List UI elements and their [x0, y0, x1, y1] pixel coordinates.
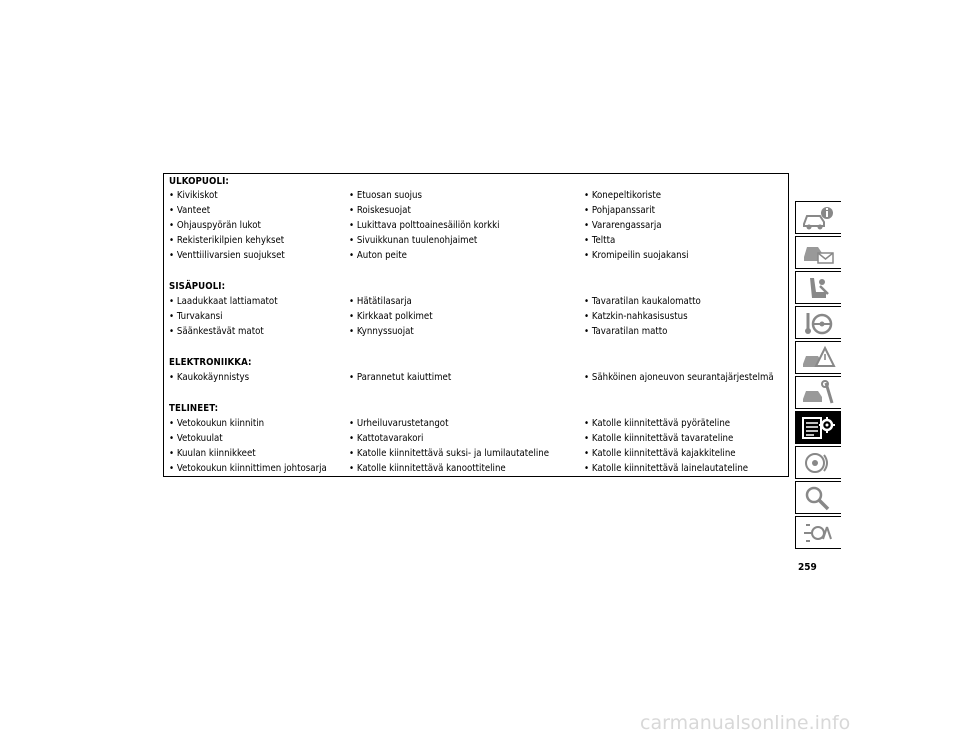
accessories-table — [163, 173, 789, 477]
list-item: • Tavaratilan kaukalomatto — [584, 296, 701, 307]
list-item: • Rekisterikilpien kehykset — [169, 235, 285, 246]
list-item: • Kirkkaat polkimet — [349, 311, 433, 322]
list-item: • Vetokoukun kiinnitin — [169, 418, 265, 429]
list-item: • Venttiilivarsien suojukset — [169, 250, 285, 261]
list-item: • Kuulan kiinnikkeet — [169, 448, 256, 459]
list-item: • Kynnyssuojat — [349, 326, 414, 337]
list-item: • Sähköinen ajoneuvon seurantajärjestelmä — [584, 372, 774, 383]
section-heading-racks: TELINEET: — [169, 403, 219, 414]
list-item: • Turvakansi — [169, 311, 223, 322]
car-warning-icon — [800, 344, 836, 372]
car-mail-icon — [800, 239, 836, 267]
section-heading-interior: SISÄPUOLI: — [169, 281, 226, 292]
section-heading-electronics: ELEKTRONIIKKA: — [169, 357, 252, 368]
list-item: • Katzkin-nahkasisustus — [584, 311, 688, 322]
tab-technical-specifications[interactable] — [795, 411, 841, 444]
seat-safety-icon — [800, 274, 836, 302]
list-item: • Katolle kiinnitettävä suksi- ja lumilautateline — [349, 448, 550, 459]
car-wrench-icon — [800, 379, 836, 407]
list-item: • Roiskesuojat — [349, 205, 411, 216]
list-item: • Sivuikkunan tuulenohjaimet — [349, 235, 478, 246]
list-item: • Ohjauspyörän lukot — [169, 220, 261, 231]
list-item: • Vanteet — [169, 205, 211, 216]
tab-starting-operating[interactable] — [795, 306, 841, 339]
tab-safety[interactable] — [795, 271, 841, 304]
tab-emergency[interactable] — [795, 341, 841, 374]
tab-service-maintenance[interactable] — [795, 376, 841, 409]
list-item: • Säänkestävät matot — [169, 326, 264, 337]
list-item: • Hätätilasarja — [349, 296, 412, 307]
list-item: • Vararengassarja — [584, 220, 662, 231]
tab-getting-to-know[interactable] — [795, 236, 841, 269]
page-number: 259 — [798, 562, 817, 573]
list-item: • Kaukokäynnistys — [169, 372, 250, 383]
language-icon — [800, 519, 836, 547]
list-item: • Kivikiskot — [169, 190, 218, 201]
list-item: • Katolle kiinnitettävä kajakkiteline — [584, 448, 736, 459]
list-item: • Katolle kiinnitettävä lainelautateline — [584, 463, 749, 474]
multimedia-icon — [800, 449, 836, 477]
specs-gear-icon — [800, 414, 836, 442]
list-item: • Kattotavarakori — [349, 433, 424, 444]
list-item: • Vetokoukun kiinnittimen johtosarja — [169, 463, 327, 474]
list-item: • Laadukkaat lattiamatot — [169, 296, 278, 307]
watermark: carmanualsonline.info — [640, 712, 851, 734]
tab-multimedia[interactable] — [795, 446, 841, 479]
tab-index[interactable] — [795, 481, 841, 514]
list-item: • Katolle kiinnitettävä kanoottiteline — [349, 463, 506, 474]
list-item: • Pohjapanssarit — [584, 205, 655, 216]
list-item: • Parannetut kaiuttimet — [349, 372, 452, 383]
car-info-icon — [800, 204, 836, 232]
list-item: • Lukittava polttoainesäiliön korkki — [349, 220, 500, 231]
list-item: • Urheiluvarustetangot — [349, 418, 449, 429]
list-item: • Teltta — [584, 235, 616, 246]
steering-wheel-key-icon — [800, 309, 836, 337]
list-item: • Katolle kiinnitettävä tavarateline — [584, 433, 734, 444]
tab-introduction[interactable] — [795, 201, 841, 234]
search-icon — [800, 484, 836, 512]
tab-language[interactable] — [795, 516, 841, 549]
list-item: • Katolle kiinnitettävä pyöräteline — [584, 418, 731, 429]
list-item: • Konepeltikoriste — [584, 190, 662, 201]
section-heading-exterior: ULKOPUOLI: — [169, 176, 229, 187]
list-item: • Etuosan suojus — [349, 190, 423, 201]
list-item: • Tavaratilan matto — [584, 326, 668, 337]
list-item: • Kromipeilin suojakansi — [584, 250, 689, 261]
list-item: • Auton peite — [349, 250, 407, 261]
list-item: • Vetokuulat — [169, 433, 223, 444]
